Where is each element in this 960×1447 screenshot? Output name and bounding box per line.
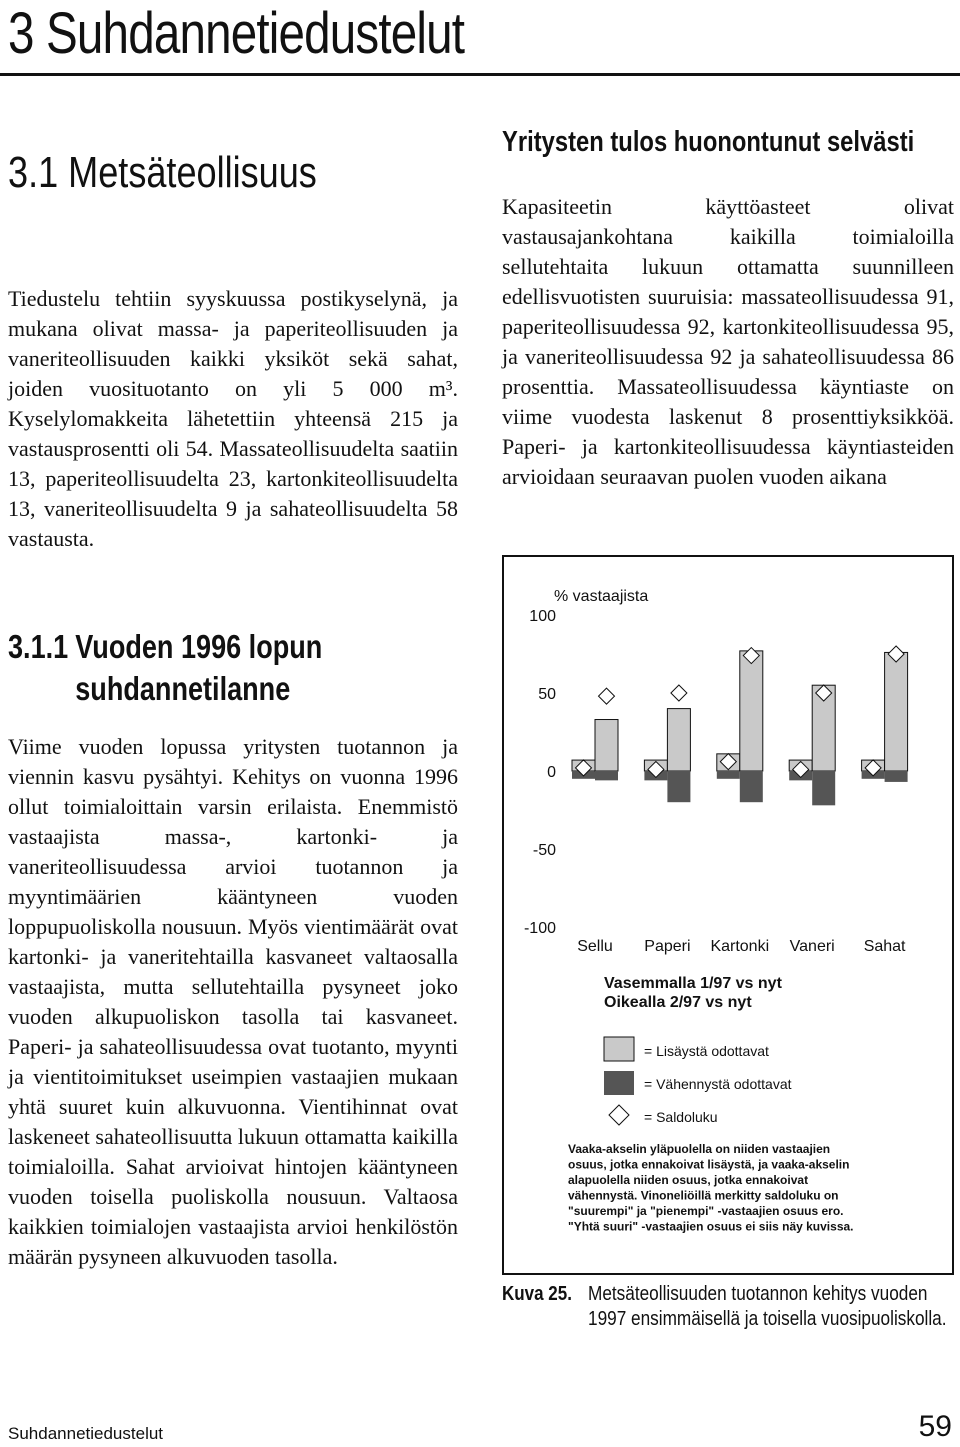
y-tick-label: 100 (529, 608, 556, 625)
bar-decrease-right (595, 771, 618, 780)
y-tick-label: -100 (523, 920, 556, 937)
bar-decrease-right (740, 771, 763, 802)
bar-decrease-right (667, 771, 690, 802)
legend-swatch-decrease (604, 1071, 634, 1095)
bar-increase-right (667, 709, 690, 771)
legend-header-line2: Oikealla 2/97 vs nyt (604, 994, 752, 1011)
left-body-paragraph: Viime vuoden lopussa yritysten tuotannon ja viennin kasvu pysähtyi. Kehitys on vuonna 1996 ollut toimialoittain varsin erilaista. Enemmistö vastaajista massa-, kartonki- ja vaneriteollisuudessa arvioi tuotannon ja myyntimäärien kääntyneen vuoden loppupuoliskolla nousuun. Myös vientimäärät ovat kartonki- ja vaneritehtailla kasvaneet valtaosalla vastaajista, mutta sellutehtailla pysyneet joko vuoden alkupuoliskon tasolla tai kasvaneet. Paperi- ja sahateollisuudessa ovat tuotanto, myynti ja vientitoimitukset useimpien vastaajien mukaan yhtä suuret kuin alkuvuonna. Vientihinnat ovat laskeneet sahateollisuutta lukuun ottamatta kaikilla toimialoilla. Sahat arvioivat hintojen kääntyneen vuoden toisella puoliskolla nousuun. Valtaosa kaikkien toimialojen vastaajista arvioi henkilöstön määrän pysyneen alkuvuoden tasolla. (8, 734, 458, 1269)
legend-label-increase: = Lisäystä odottavat (644, 1043, 769, 1059)
category-label: Vaneri (789, 938, 835, 955)
figure-chart (502, 555, 954, 1275)
bar-increase-right (740, 651, 763, 771)
category-label: Sellu (577, 938, 613, 955)
page-number: 59 (918, 1410, 952, 1443)
legend-header-line1: Vasemmalla 1/97 vs nyt (604, 975, 782, 992)
bar-decrease-left (717, 771, 740, 779)
subsection-title-line1: Vuoden 1996 lopun (75, 628, 323, 665)
right-body-paragraph: Kapasiteetin käyttöasteet olivat vastausajankohtana kaikilla toimialoilla sellutehtaita lukuun ottamatta suunnilleen edellisvuotisten suuruisia: massateollisuudessa 91, paperiteollisuudessa 92, kartonkiteollisuudessa 95, ja vaneriteollisuudessa 92 ja sahateollisuudessa 86 prosenttia. Massateollisuudessa käyntiaste on viime vuodesta laskenut 8 prosenttiyksikköä. Paperi- ja kartonkiteollisuudessa käyntiasteiden arvioidaan seuraavan puolen vuoden aikana (502, 194, 954, 489)
chapter-title: 3 Suhdannetiedustelut (8, 1, 465, 66)
chart-ylabel: % vastaajista (554, 588, 649, 605)
chart-note-line: vähennystä. Vinoneliöillä merkitty saldoluku on (568, 1188, 839, 1203)
legend-label-decrease: = Vähennystä odottavat (644, 1076, 792, 1092)
chart-note-line: "suurempi" ja "pienempi" -vastaajien osuus ero. (568, 1204, 844, 1218)
y-tick-label: 50 (538, 686, 556, 703)
legend-swatch-increase (604, 1037, 634, 1061)
figure-caption (502, 1282, 954, 1332)
right-column-heading: Yritysten tulos huonontunut selvästi (502, 126, 915, 158)
bar-decrease-right (812, 771, 835, 805)
subsection-title-line2: suhdannetilanne (75, 670, 291, 707)
bar-decrease-right (885, 771, 908, 782)
chart-note-line: osuus, jotka ennakoivat lisäystä, ja vaaka-akselin (568, 1157, 850, 1172)
y-tick-label: -50 (532, 842, 556, 859)
category-label: Paperi (644, 938, 691, 955)
category-label: Kartonki (710, 938, 770, 955)
subsection-number: 3.1.1 (8, 628, 69, 665)
legend-label-balance: = Saldoluku (644, 1109, 718, 1125)
bar-increase-right (595, 720, 618, 771)
chart-note-line: alapuolella niiden osuus, jotka ennakoivat (568, 1173, 809, 1187)
chart-svg (502, 555, 954, 1275)
caption-text: Metsäteollisuuden tuotannon kehitys vuoden 1997 ensimmäisellä ja toisella vuosipuoliskolla. (588, 1283, 947, 1330)
chart-note-line: Vaaka-akselin yläpuolella on niiden vastaajien (568, 1142, 831, 1156)
y-tick-label: 0 (547, 764, 556, 781)
chart-note-line: "Yhtä suuri" -vastaajien osuus ei siis näy kuvissa. (568, 1219, 854, 1234)
header-divider (0, 73, 960, 76)
caption-label: Kuva 25. (502, 1283, 572, 1305)
section-title: 3.1 Metsäteollisuus (8, 148, 317, 197)
footer-section-name: Suhdannetiedustelut (8, 1424, 164, 1443)
subsection-title (8, 626, 322, 710)
intro-paragraph: Tiedustelu tehtiin syyskuussa postikyselynä, ja mukana olivat massa- ja paperiteollisuuden ja vaneriteollisuuden kaikki yksiköt sekä sahat, joiden vuosituotanto on yli 5 000 m³. Kyselylomakkeita lähetettiin yhteensä 215 ja vastausprosentti oli 54. Massateollisuudelta saatiin 13, paperiteollisuudelta 23, kartonkiteollisuudelta 13, vaneriteollisuudelta 9 ja sahateollisuudelta 58 vastausta. (8, 286, 458, 551)
bar-increase-right (885, 652, 908, 771)
category-label: Sahat (863, 938, 906, 955)
